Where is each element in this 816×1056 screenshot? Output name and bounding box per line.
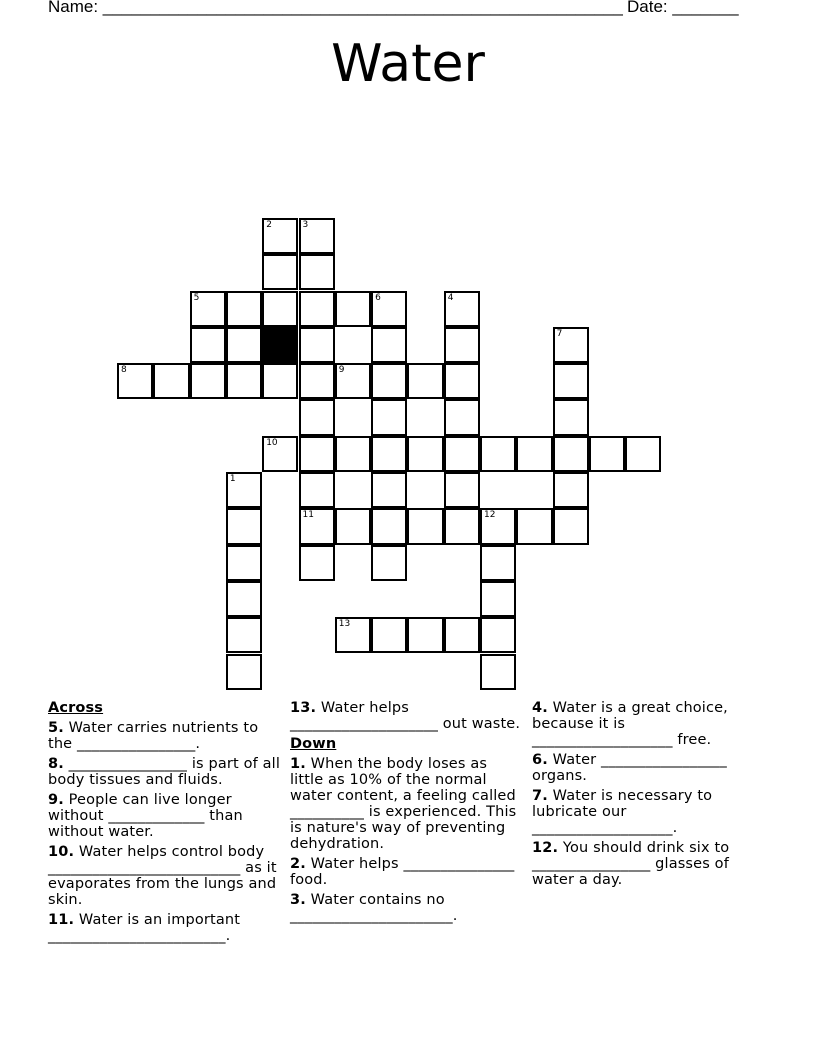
crossword-cell[interactable]	[480, 654, 516, 690]
crossword-cell[interactable]	[371, 399, 407, 435]
clue-number: 7	[556, 328, 563, 339]
clue-number: 10	[266, 437, 278, 448]
crossword-cell[interactable]	[553, 399, 589, 435]
crossword-cell[interactable]	[117, 363, 153, 399]
crossword-cell[interactable]	[480, 436, 516, 472]
crossword-cell[interactable]	[589, 436, 625, 472]
crossword-cell[interactable]	[407, 508, 443, 544]
clue-across-9: 9. People can live longer without _____________ than without water.	[48, 792, 248, 840]
crossword-cell[interactable]	[299, 508, 335, 544]
across-heading: Across	[48, 700, 104, 716]
crossword-cell[interactable]	[335, 436, 371, 472]
crossword-cell[interactable]	[335, 508, 371, 544]
crossword-cell[interactable]	[335, 363, 371, 399]
clue-down-4: 4. Water is a great choice, because it is ___________________ free.	[532, 700, 733, 748]
crossword-cell[interactable]	[226, 617, 262, 653]
crossword-cell[interactable]	[516, 508, 552, 544]
clue-down-6: 6. Water _________________ organs.	[532, 752, 732, 784]
crossword-cell[interactable]	[371, 363, 407, 399]
crossword-cell[interactable]	[190, 327, 226, 363]
page-title: Water	[331, 34, 485, 94]
clue-number: 13	[338, 619, 351, 630]
clue-number: 3	[302, 219, 309, 230]
clue-number: 4	[447, 292, 454, 303]
clue-across-5: 5. Water carries nutrients to the ________________.	[48, 720, 264, 752]
crossword-cell[interactable]	[553, 508, 589, 544]
crossword-cell[interactable]	[299, 399, 335, 435]
clues-column-2	[290, 700, 525, 928]
clue-number: 2	[266, 219, 272, 230]
clue-down-12: 12. You should drink six to ________________ glasses of water a day.	[532, 840, 735, 888]
crossword-cell[interactable]	[407, 363, 443, 399]
crossword-cell[interactable]	[371, 436, 407, 472]
clue-down-2: 2. Water helps _______________ food.	[290, 856, 520, 888]
clue-across-11: 11. Water is an important ________________________.	[48, 912, 245, 944]
crossword-cell[interactable]	[371, 472, 407, 508]
crossword-cell[interactable]	[226, 327, 262, 363]
crossword-cell[interactable]	[371, 545, 407, 581]
date-field-label: Date: _______	[627, 0, 739, 16]
crossword-cell[interactable]	[407, 436, 443, 472]
crossword-cell[interactable]	[226, 472, 262, 508]
crossword-cell[interactable]	[480, 508, 516, 544]
crossword-cell[interactable]	[299, 291, 335, 327]
clue-number: 6	[375, 292, 381, 303]
crossword-cell[interactable]	[444, 617, 480, 653]
crossword-cell[interactable]	[371, 617, 407, 653]
crossword-cell[interactable]	[190, 291, 226, 327]
clue-number: 8	[121, 365, 127, 376]
crossword-cell[interactable]	[299, 472, 335, 508]
crossword-cell[interactable]	[480, 581, 516, 617]
crossword-cell[interactable]	[480, 545, 516, 581]
crossword-cell[interactable]	[262, 363, 298, 399]
clue-down-1: 1. When the body loses as little as 10% of the normal water content, a feeling called __________ is experienced. This is nature's way of preventing dehydration.	[290, 756, 522, 852]
crossword-cell[interactable]	[516, 436, 552, 472]
crossword-cell[interactable]	[444, 363, 480, 399]
crossword-cell[interactable]	[553, 327, 589, 363]
crossword-cell[interactable]	[226, 363, 262, 399]
crossword-cell[interactable]	[444, 291, 480, 327]
crossword-cell[interactable]	[371, 508, 407, 544]
crossword-cell[interactable]	[299, 545, 335, 581]
clue-across-8: 8. ________________ is part of all body tissues and fluids.	[48, 756, 285, 788]
crossword-cell[interactable]	[299, 436, 335, 472]
crossword-cell[interactable]	[262, 327, 298, 363]
crossword-cell[interactable]	[262, 291, 298, 327]
crossword-cell[interactable]	[226, 291, 262, 327]
crossword-cell[interactable]	[226, 581, 262, 617]
crossword-cell[interactable]	[226, 545, 262, 581]
crossword-cell[interactable]	[444, 436, 480, 472]
clue-number: 12	[484, 510, 496, 521]
clue-number: 1	[229, 474, 236, 484]
crossword-cell[interactable]	[444, 472, 480, 508]
clues-column-3	[532, 700, 767, 892]
clue-number: 5	[193, 292, 200, 303]
crossword-cell[interactable]	[262, 436, 298, 472]
crossword-cell[interactable]	[371, 291, 407, 327]
crossword-cell[interactable]	[262, 254, 298, 290]
clue-down-3: 3. Water contains no ______________________.	[290, 892, 458, 924]
clues-column-1	[48, 700, 283, 948]
crossword-cell[interactable]	[444, 508, 480, 544]
clue-number: 9	[338, 365, 345, 376]
crossword-cell[interactable]	[371, 327, 407, 363]
crossword-cell[interactable]	[553, 436, 589, 472]
crossword-cell[interactable]	[444, 327, 480, 363]
crossword-cell[interactable]	[299, 254, 335, 290]
clue-down-7: 7. Water is necessary to lubricate our ___________________.	[532, 788, 717, 836]
crossword-cell[interactable]	[226, 508, 262, 544]
crossword-cell[interactable]	[335, 617, 371, 653]
crossword-cell[interactable]	[226, 654, 262, 690]
crossword-cell[interactable]	[625, 436, 661, 472]
down-heading: Down	[290, 736, 337, 752]
crossword-cell[interactable]	[190, 363, 226, 399]
crossword-cell[interactable]	[553, 363, 589, 399]
crossword-cell[interactable]	[335, 291, 371, 327]
crossword-cell[interactable]	[299, 363, 335, 399]
crossword-cell[interactable]	[299, 218, 335, 254]
crossword-cell[interactable]	[299, 327, 335, 363]
name-field-label: Name: _______________________________________________________	[48, 0, 623, 16]
crossword-cell[interactable]	[407, 617, 443, 653]
crossword-cell[interactable]	[262, 218, 298, 254]
crossword-cell[interactable]	[153, 363, 189, 399]
clue-across-10: 10. Water helps control body __________________________ as it evaporates from the lungs and skin.	[48, 844, 282, 908]
crossword-cell[interactable]	[444, 399, 480, 435]
clue-number: 11	[302, 510, 314, 521]
crossword-cell[interactable]	[553, 472, 589, 508]
crossword-cell[interactable]	[480, 617, 516, 653]
clue-across-13: 13. Water helps ____________________ out waste.	[290, 700, 521, 732]
